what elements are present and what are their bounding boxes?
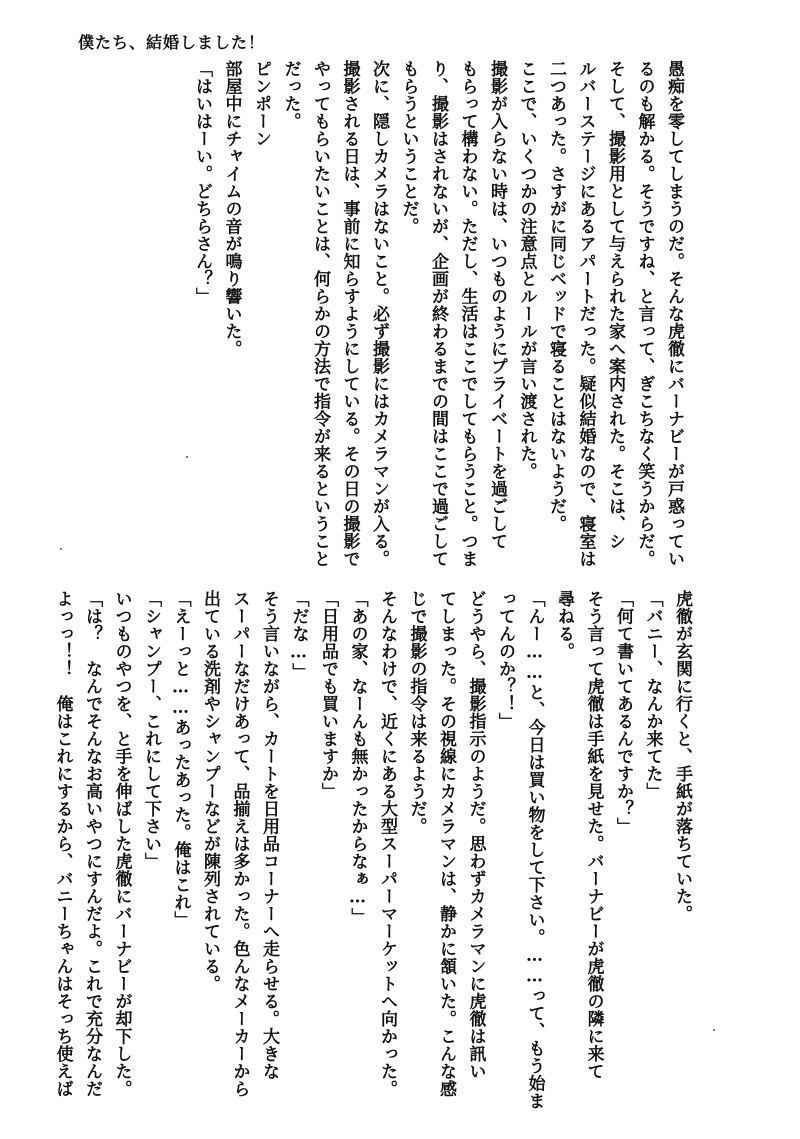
- text-line: だった。: [280, 60, 301, 130]
- text-line: やってもらいたいことは、何らかの方法で指令が来るということ: [310, 60, 330, 568]
- sound-effect-line: ピンポーン: [251, 60, 271, 148]
- text-line: 愚痴を零してしまうのだ。そんな虎徹にバーナビーが戸惑ってい: [664, 60, 684, 568]
- text-line: そう言って虎徹は手紙を見せた。バーナビーが虎徹の隣に来て: [583, 590, 604, 1080]
- text-line: そう言いながら、カートを日用品コーナーへ走らせる。大きな: [259, 590, 279, 1080]
- dialogue-line: よっっ！！ 俺はこれにするから、バニーちゃんはそっち使えば: [52, 590, 73, 1098]
- text-line: 撮影が入らない時は、いつものようにプライベートを過ごして: [487, 60, 507, 550]
- text-line: ルバーステージにあるアパートだった。疑似結婚なので、寝室は: [575, 60, 596, 568]
- text-line: 撮影される日は、事前に知らすようにしている。その日の撮影で: [339, 60, 360, 568]
- lower-text-block: [47, 590, 696, 1110]
- dialogue-line: 「はいはーい。どちらさん？」: [192, 60, 212, 305]
- dialogue-line: 「シャンプー、これにして下さい」: [141, 590, 161, 870]
- text-line: どうやら、撮影指示のようだ。思わずカメラマンに虎徹は訊い: [465, 590, 486, 1080]
- upper-text-block: [187, 60, 689, 568]
- text-line: 出ている洗剤やシャンプーなどが陳列されている。: [200, 590, 220, 993]
- text-line: もらって構わない。ただし、生活はここでしてもらうこと。つま: [457, 60, 478, 568]
- text-line: そんなわけで、近くにある大型スーパーマーケットへ向かった。: [377, 590, 397, 1098]
- text-line: り、撮影はされないが、企画が終わるまでの間はここで過ごして: [428, 60, 448, 568]
- dialogue-line: 「は？ なんでそんなお高いやつにすんだよ。これで充分なんだ: [82, 590, 102, 1098]
- dialogue-line: 「バニー、なんか来てた」: [642, 590, 663, 800]
- text-line: 次に、隠しカメラはないこと。必ず撮影にはカメラマンが入る。: [369, 60, 389, 568]
- text-line: じで撮影の指令は来るようだ。: [406, 590, 427, 835]
- scan-speck: [713, 1029, 715, 1031]
- text-line: もらうということだ。: [398, 60, 419, 235]
- text-line: るのも解かる。そうですね、と言って、ぎこちなく笑うからだ。: [634, 60, 655, 568]
- dialogue-line: 「何て書いてあるんですか？」: [613, 590, 633, 835]
- text-line: 尋ねる。: [554, 590, 574, 660]
- text-line: てしまった。その視線にカメラマンは、静かに頷いた。こんな感: [436, 590, 456, 1098]
- dialogue-line: 「日用品でも買いますか」: [318, 590, 338, 800]
- text-line: スーパーなだけあって、品揃えは多かった。色んなメーカーから: [229, 590, 250, 1098]
- scan-speck: [60, 548, 62, 550]
- text-line: 部屋中にチャイムの音が鳴り響いた。: [221, 60, 242, 358]
- text-line: いつものやつを、と手を伸ばした虎徹にバーナビーが却下した。: [111, 590, 132, 1098]
- dialogue-line: 「えーっと……あったあった。俺はこれ」: [170, 590, 191, 929]
- page-header-title: 僕たち、結婚しました！: [78, 33, 266, 52]
- text-line: ここで、いくつかの注意点とルールが言い渡された。: [516, 60, 537, 480]
- text-line: 虎徹が玄関に行くと、手紙が落ちていた。: [672, 590, 692, 923]
- scan-speck: [186, 456, 188, 458]
- text-line: 二つあった。さすがに同じベッドで寝ることはないようだ。: [546, 60, 566, 533]
- dialogue-line: 「だな…」: [288, 590, 309, 681]
- text-line: そして、撮影用として与えられた家へ案内された。そこは、シ: [605, 60, 625, 550]
- dialogue-line: 「あの家、なーんも無かったからなぁ…」: [347, 590, 368, 926]
- dialogue-line: 「んー……と、今日は買い物をして下さい。……って、もう始ま: [524, 590, 545, 1110]
- dialogue-line: ってんのか？！」: [495, 590, 515, 730]
